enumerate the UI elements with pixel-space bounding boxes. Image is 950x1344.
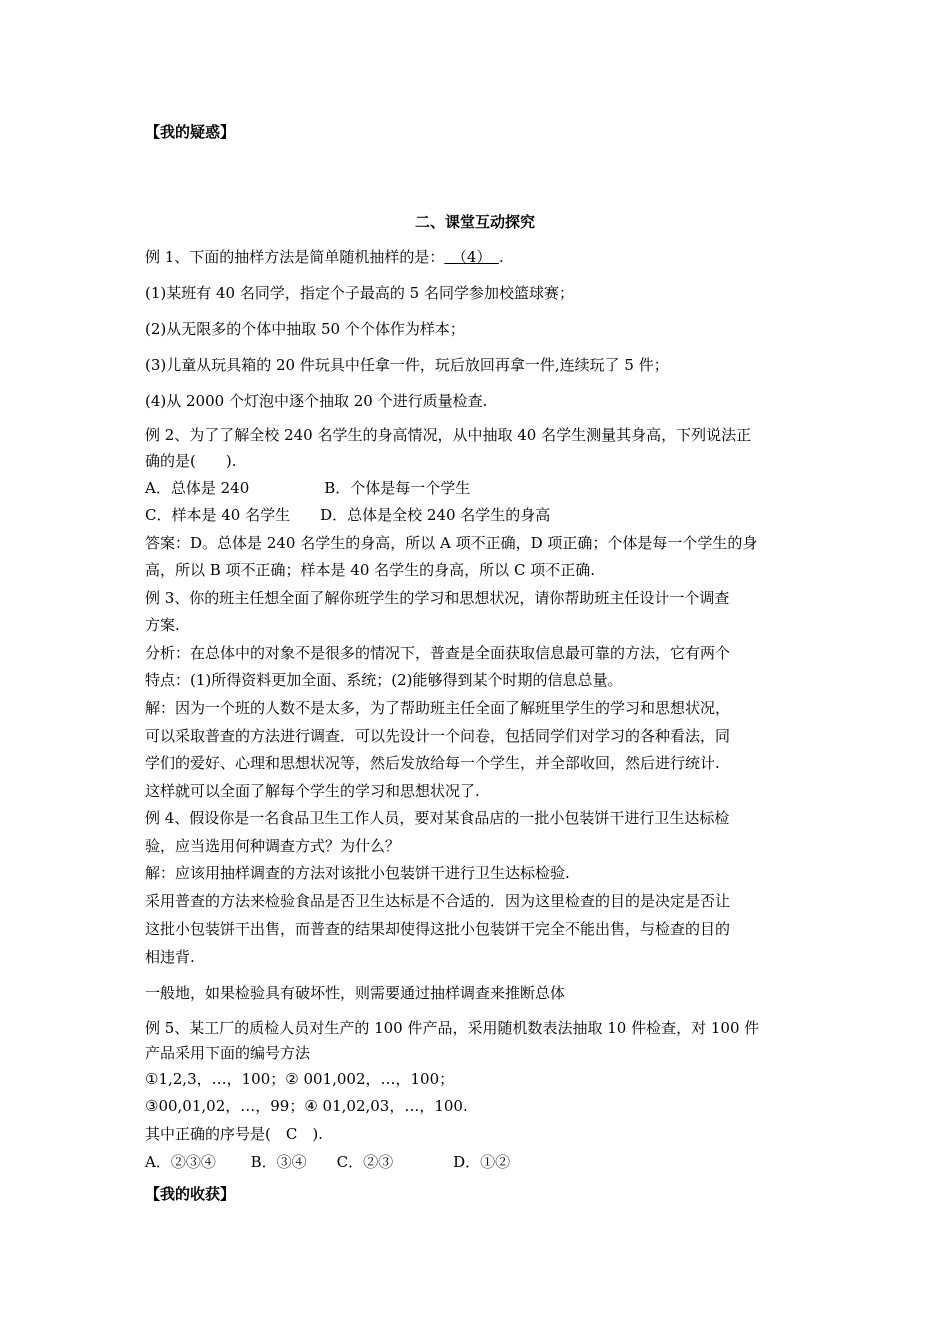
ex5-line: ①1,2,3，…，100；② 001,002，…，100； — [145, 1070, 455, 1088]
ex1-item: (3)儿童从玩具箱的 20 件玩具中任拿一件，玩后放回再拿一件,连续玩了 5 件； — [145, 356, 669, 374]
section-title: 二、课堂互动探究 — [414, 213, 535, 231]
heading-gains: 【我的收获】 — [145, 1185, 236, 1203]
ex3-line: 学们的爱好、心理和思想状况等，然后发放给每一个学生，并全部收回，然后进行统计. — [145, 754, 720, 772]
ex1-item: (4)从 2000 个灯泡中逐个抽取 20 个进行质量检查. — [145, 392, 488, 410]
ex2-line: 确的是( ). — [145, 452, 237, 470]
ex3-line: 可以采取普查的方法进行调查．可以先设计一个问卷，包括同学们对学习的各种看法，同 — [145, 727, 731, 745]
heading-doubts: 【我的疑惑】 — [145, 123, 236, 141]
ex4-line: 例 4、假设你是一名食品卫生工作人员，要对某食品店的一批小包装饼干进行卫生达标检 — [145, 809, 730, 827]
ex1-answer: （4） — [444, 248, 499, 266]
ex3-line: 解：因为一个班的人数不是太多，为了帮助班主任全面了解班里学生的学习和思想状况， — [145, 699, 731, 717]
ex4-line: 这批小包装饼干出售，而普查的结果却使得这批小包装饼干完全不能出售，与检查的目的 — [145, 920, 731, 938]
ex4-line: 验，应当选用何种调查方式？为什么？ — [145, 837, 401, 855]
ex1-item: (1)某班有 40 名同学，指定个子最高的 5 名同学参加校篮球赛； — [145, 284, 574, 302]
ex5-line: 例 5、某工厂的质检人员对生产的 100 件产品，采用随机数表法抽取 10 件检查，对 100 件 — [145, 1019, 760, 1037]
ex2-line: 例 2、为了了解全校 240 名学生的身高情况，从中抽取 40 名学生测量其身高，下列说法正 — [145, 426, 752, 444]
ex2-option-line: C．样本是 40 名学生 D．总体是全校 240 名学生的身高 — [145, 506, 551, 524]
ex5-options: A．②③④ B．③④ C．②③ D．①② — [145, 1153, 511, 1171]
ex4-line: 采用普查的方法来检验食品是否卫生达标是不合适的．因为这里检查的目的是决定是否让 — [145, 892, 731, 910]
ex2-answer-line: 答案：D。总体是 240 名学生的身高，所以 A 项不正确，D 项正确；个体是每一个学生的身 — [145, 534, 758, 552]
ex5-line: ③00,01,02，…，99；④ 01,02,03，…，100. — [145, 1097, 468, 1115]
ex4-line: 一般地，如果检验具有破坏性，则需要通过抽样调查来推断总体 — [145, 984, 566, 1002]
ex2-answer-line: 高，所以 B 项不正确；样本是 40 名学生的身高，所以 C 项不正确. — [145, 561, 595, 579]
ex3-line: 例 3、你的班主任想全面了解你班学生的学习和思想状况，请你帮助班主任设计一个调查 — [145, 589, 730, 607]
ex1-question-prefix: 例 1、下面的抽样方法是简单随机抽样的是： — [145, 248, 445, 266]
ex3-line: 方案. — [145, 616, 180, 634]
ex5-line: 其中正确的序号是( C ). — [145, 1125, 323, 1143]
ex3-line: 这样就可以全面了解每个学生的学习和思想状况了. — [145, 782, 480, 800]
ex3-line: 特点：(1)所得资料更加全面、系统；(2)能够得到某个时期的信息总量。 — [145, 671, 623, 689]
ex4-line: 相违背. — [145, 948, 195, 966]
ex2-option-line: A．总体是 240 B．个体是每一个学生 — [145, 479, 471, 497]
ex3-line: 分析：在总体中的对象不是很多的情况下，普查是全面获取信息最可靠的方法，它有两个 — [145, 644, 731, 662]
ex1-item: (2)从无限多的个体中抽取 50 个个体作为样本； — [145, 320, 465, 338]
ex1-question — [145, 247, 504, 267]
ex5-line: 产品采用下面的编号方法 — [145, 1044, 311, 1062]
ex4-line: 解：应该用抽样调查的方法对该批小包装饼干进行卫生达标检验. — [145, 864, 570, 882]
ex1-question-suffix: . — [498, 248, 504, 266]
